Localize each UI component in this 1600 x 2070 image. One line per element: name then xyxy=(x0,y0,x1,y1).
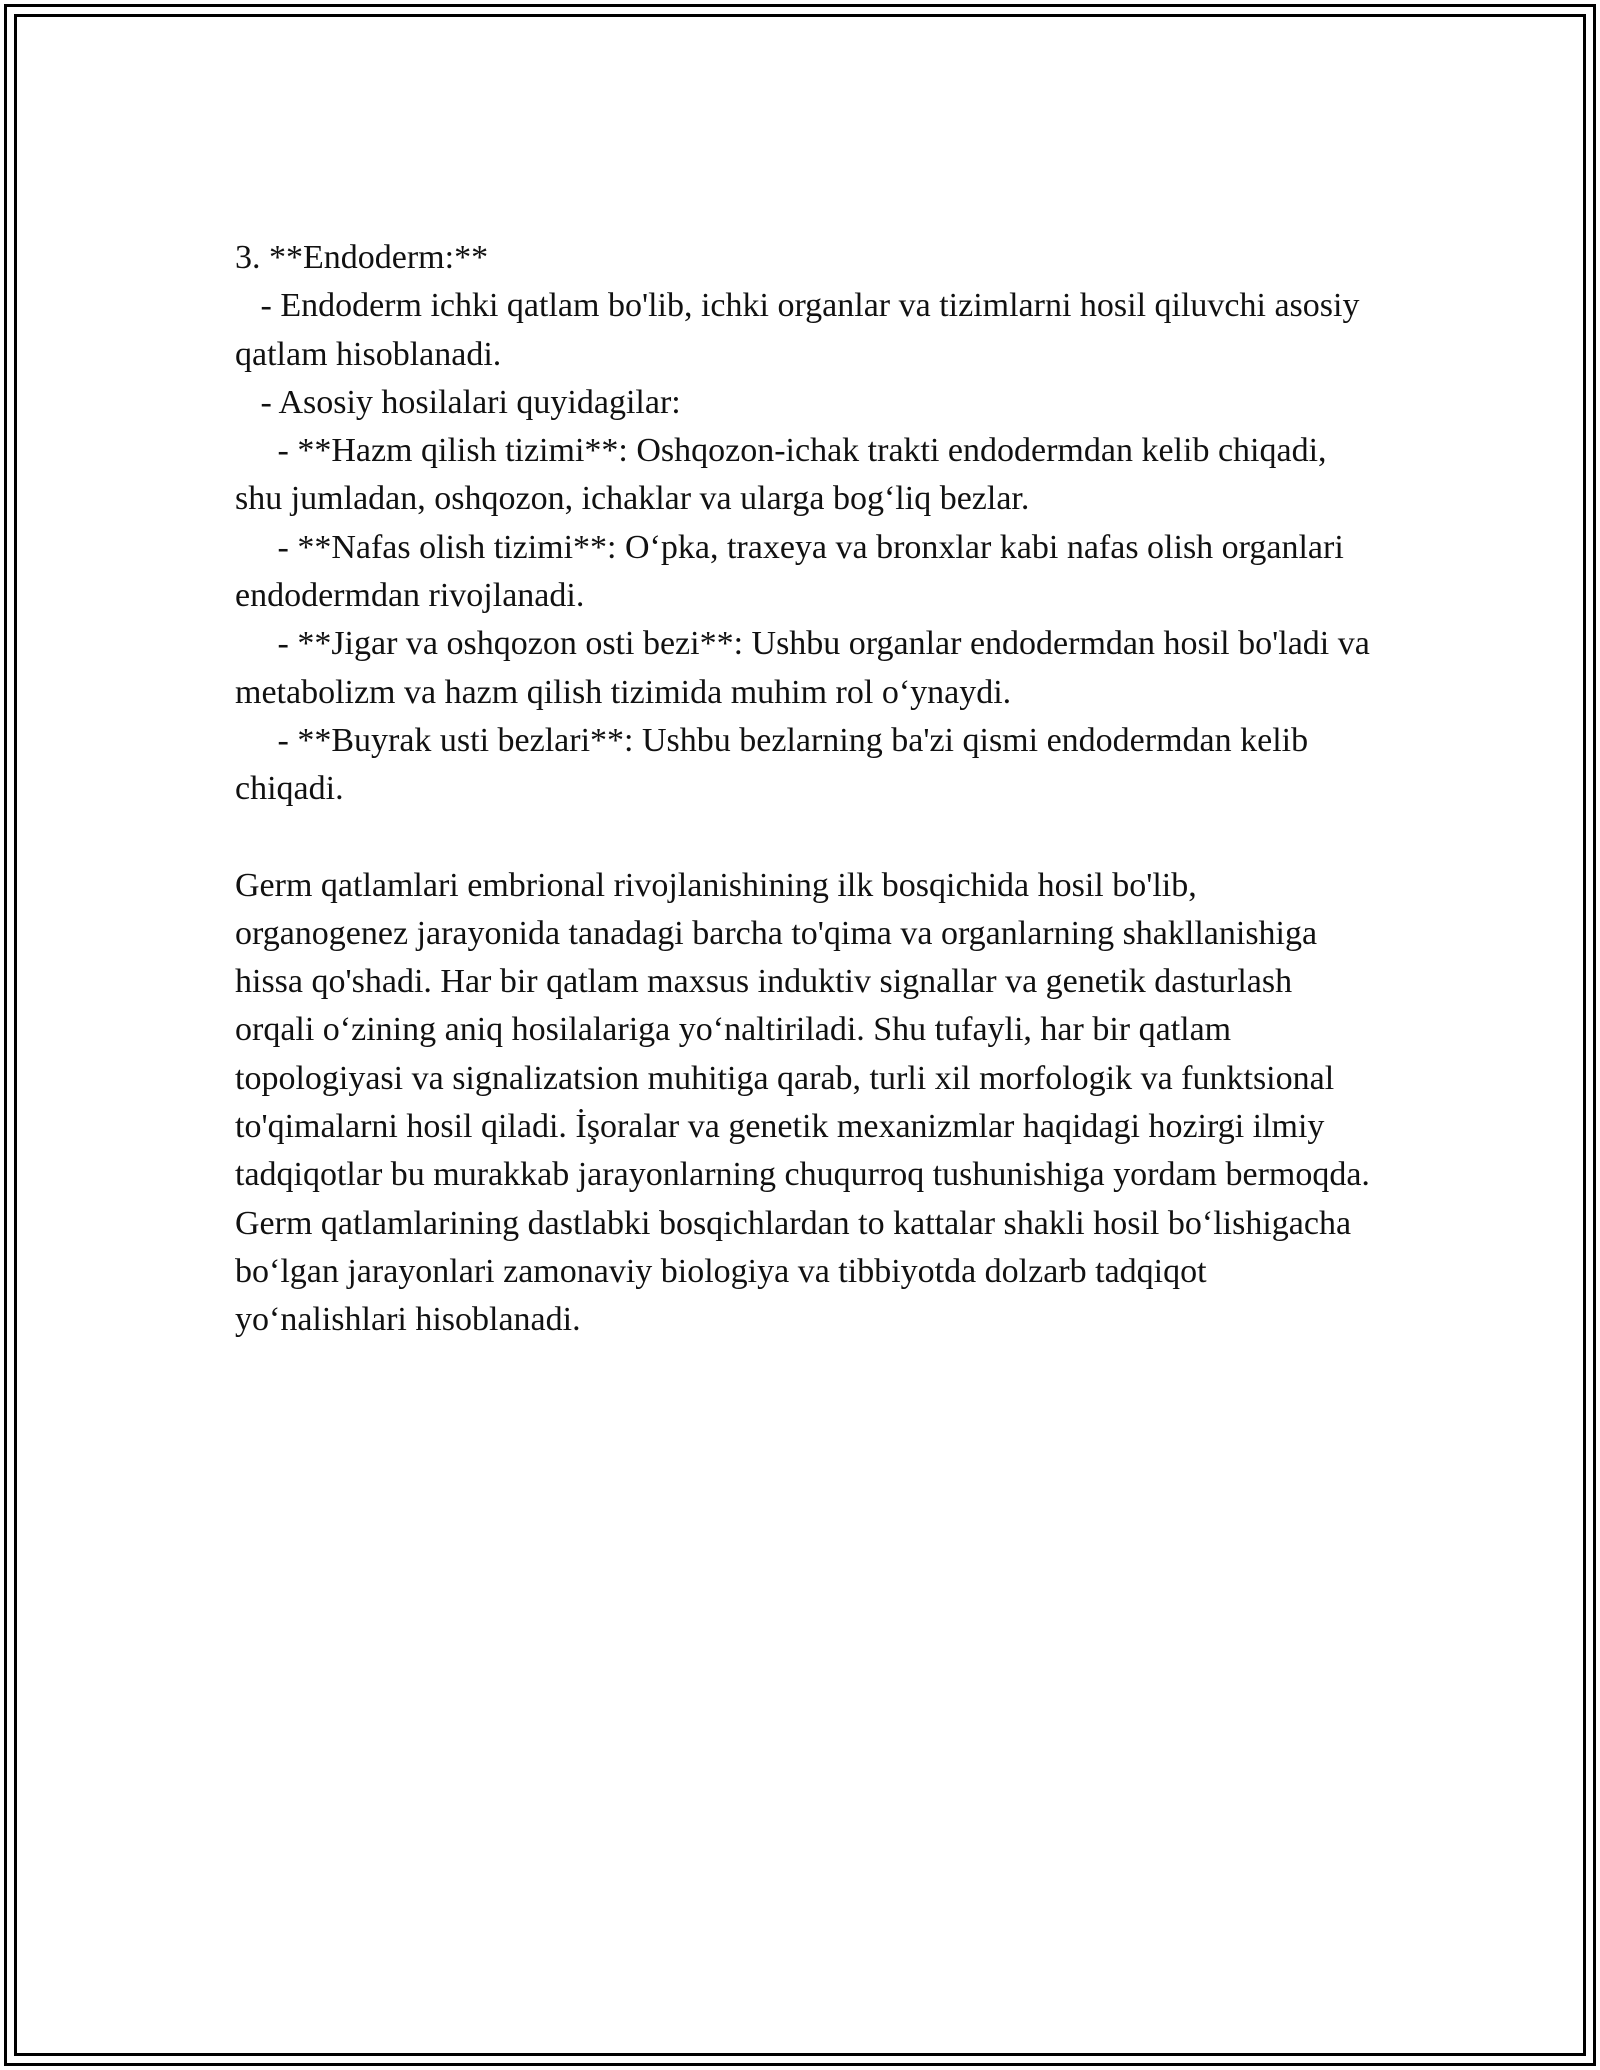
document-body xyxy=(235,234,1379,1345)
section-heading: 3. **Endoderm:** xyxy=(235,239,489,276)
list-item-respiratory-system: - **Nafas olish tizimi**: O‘pka, traxeya va bronxlar kabi nafas olish organlari endodermdan rivojlanadi. xyxy=(235,528,1353,615)
summary-paragraph: Germ qatlamlari embrional rivojlanishining ilk bosqichida hosil bo'lib, organogenez jarayonida tanadagi barcha to'qima va organlarning shakllanishiga hissa qo'shadi. Har bir qatlam maxsus induktiv signallar va genetik dasturlash orqali o‘zining aniq hosilalariga yo‘naltiriladi. Shu tufayli, har bir qatlam topologiyasi va signalizatsion muhitiga qarab, turli xil morfologik va funktsional to'qimalarni hosil qiladi. İşoralar va genetik mexanizmlar haqidagi hozirgi ilmiy tadqiqotlar bu murakkab jarayonlarning chuqurroq tushunishiga yordam bermoqda. Germ qatlamlarining dastlabki bosqichlardan to kattalar shakli hosil bo‘lishigacha bo‘lgan jarayonlari zamonaviy biologiya va tibbiyotda dolzarb tadqiqot yo‘nalishlari hisoblanadi. xyxy=(235,866,1379,1339)
list-item-adrenal-glands: - **Buyrak usti bezlari**: Ushbu bezlarning ba'zi qismi endodermdan kelib chiqadi. xyxy=(235,721,1317,808)
list-item-liver-pancreas: - **Jigar va oshqozon osti bezi**: Ushbu organlar endodermdan hosil bo'ladi va metabolizm va hazm qilish tizimida muhim rol o‘ynaydi. xyxy=(235,625,1379,711)
derivatives-intro: - Asosiy hosilalari quyidagilar: xyxy=(235,383,681,421)
list-item-digestive-system: - **Hazm qilish tizimi**: Oshqozon-ichak trakti endodermdan kelib chiqadi, shu jumladan, oshqozon, ichaklar va ularga bog‘liq bezlar. xyxy=(235,432,1336,518)
endoderm-description: - Endoderm ichki qatlam bo'lib, ichki organlar va tizimlarni hosil qiluvchi asosiy qatlam hisoblanadi. xyxy=(235,287,1368,373)
